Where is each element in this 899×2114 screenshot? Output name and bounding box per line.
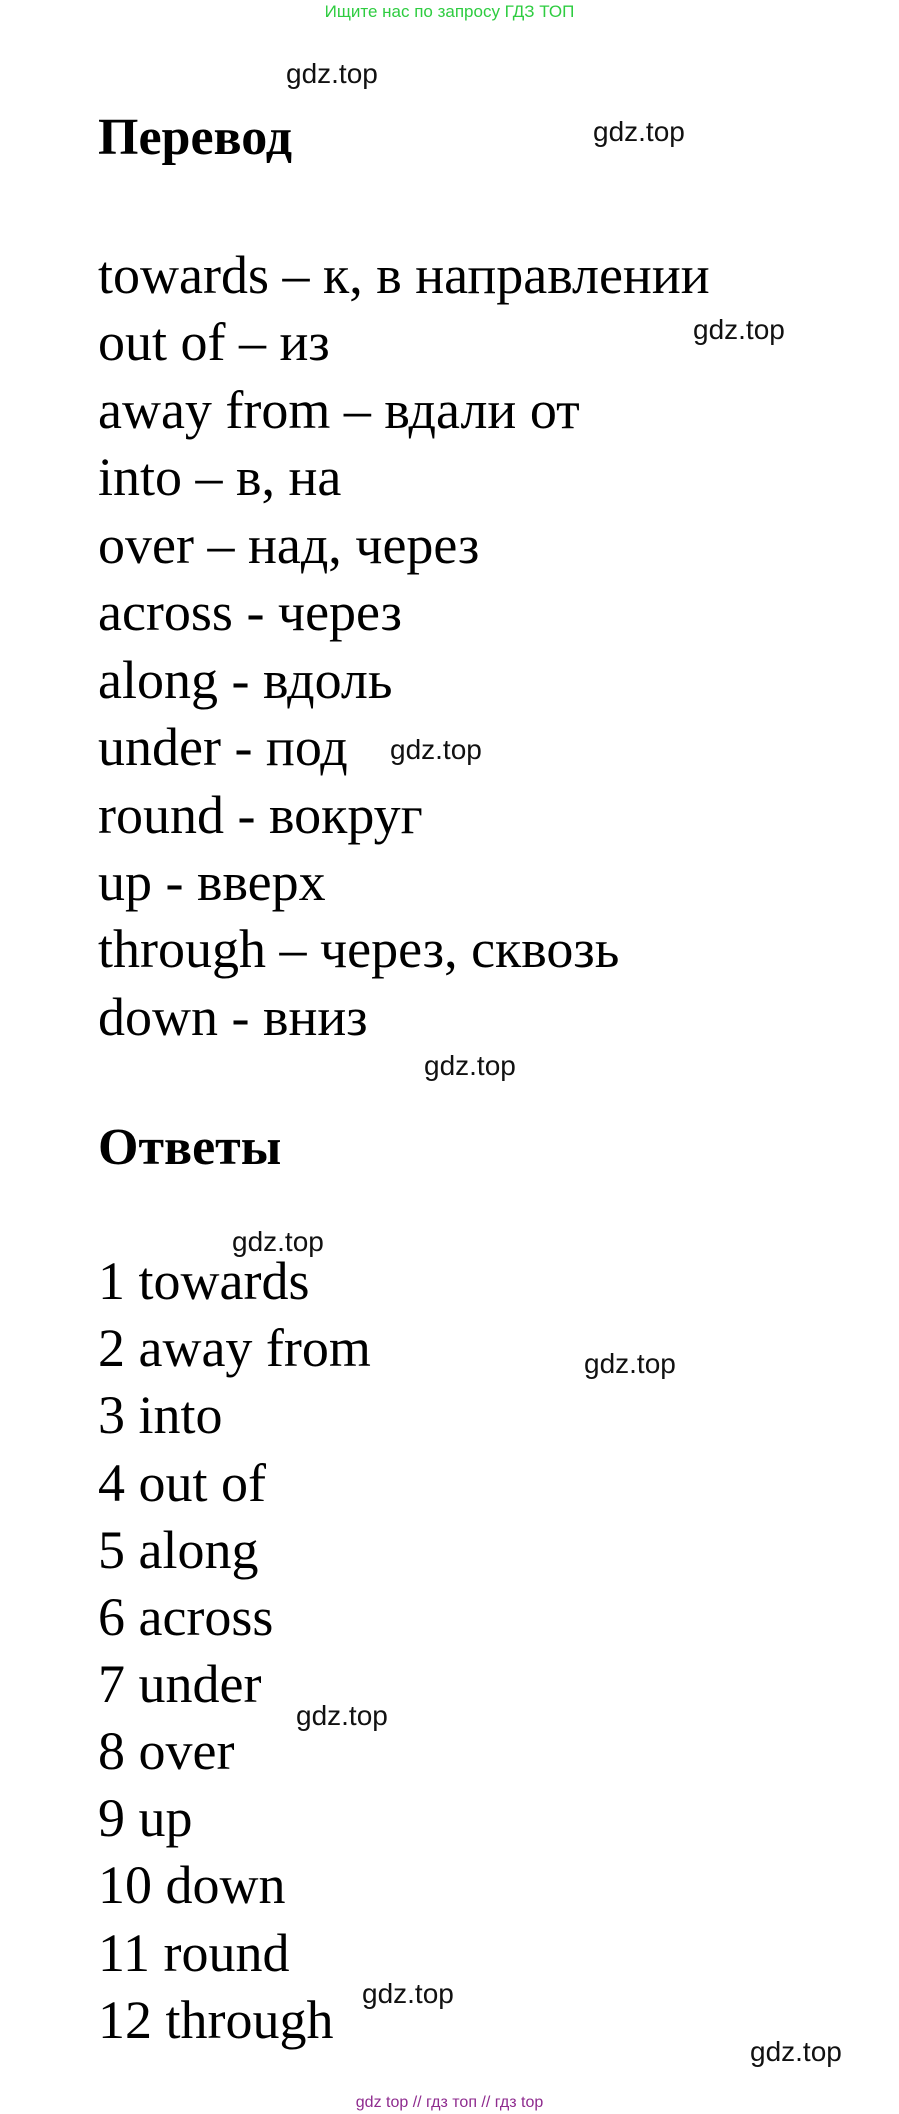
translation-line: up - вверх [98, 852, 326, 912]
watermark: gdz.top [693, 314, 785, 345]
answer-line: 4 out of [98, 1453, 266, 1513]
watermark: gdz.top [750, 2036, 842, 2067]
watermark: gdz.top [286, 58, 378, 89]
answer-line: 6 across [98, 1587, 274, 1647]
answer-line: 5 along [98, 1520, 259, 1580]
answer-line: 7 under [98, 1654, 262, 1714]
watermark: gdz.top [390, 734, 482, 765]
answer-line: 2 away from [98, 1318, 371, 1378]
answer-line: 9 up [98, 1788, 193, 1848]
answer-line: 10 down [98, 1855, 286, 1915]
translation-line: along - вдоль [98, 650, 393, 710]
answer-line: 3 into [98, 1385, 223, 1445]
translation-line: through – через, сквозь [98, 919, 620, 979]
translation-line: towards – к, в направлении [98, 245, 710, 305]
top-banner-link[interactable]: Ищите нас по запросу ГДЗ ТОП [324, 2, 575, 21]
answers-heading: Ответы [98, 1119, 282, 1176]
watermark: gdz.top [232, 1226, 324, 1257]
answer-line: 12 through [98, 1990, 334, 2050]
translation-line: away from – вдали от [98, 380, 580, 440]
translation-line: round - вокруг [98, 785, 423, 845]
answer-line: 1 towards [98, 1251, 310, 1311]
translation-line: out of – из [98, 312, 330, 372]
translation-line: under - под [98, 717, 348, 777]
answer-line: 11 round [98, 1923, 290, 1983]
translation-heading: Перевод [98, 109, 293, 166]
answer-line: 8 over [98, 1721, 235, 1781]
translation-line: across - через [98, 582, 403, 642]
translation-line: into – в, на [98, 447, 342, 507]
watermark: gdz.top [424, 1050, 516, 1081]
footer-links[interactable]: gdz top // гдз топ // гдз top [355, 2094, 544, 2111]
translation-line: over – над, через [98, 515, 480, 575]
watermark: gdz.top [362, 1978, 454, 2009]
watermark: gdz.top [593, 116, 685, 147]
translation-line: down - вниз [98, 987, 368, 1047]
watermark: gdz.top [584, 1348, 676, 1379]
watermark: gdz.top [296, 1700, 388, 1731]
